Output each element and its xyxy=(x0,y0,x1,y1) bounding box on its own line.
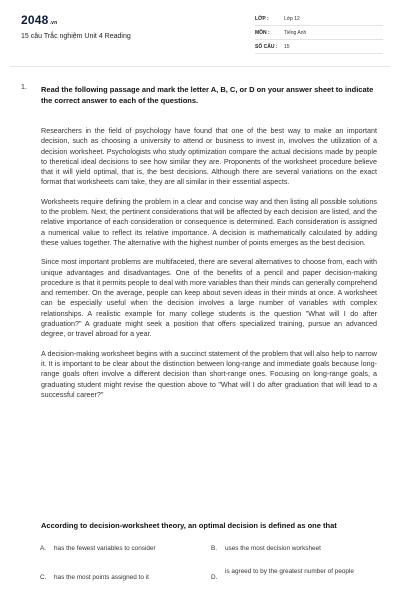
header-divider xyxy=(10,66,390,67)
passage-paragraph: A decision-making worksheet begins with a succinct statement of the problem that will also help to narrow it. It is important to be clear about the distinction between long-range and immediate goals because long-range goals often involve a different decision than short-range ones. Focusing on long-range goals, a graduating student might revise the question above to "What will I do after graduation that will lead to a successful career?" xyxy=(41,348,377,399)
option-text: uses the most decision worksheet xyxy=(225,545,321,552)
meta-row-class xyxy=(255,12,383,26)
question-instruction: Read the following passage and mark the letter A, B, C, or D on your answer sheet to indicate the correct answer to each of the questions. xyxy=(41,85,374,105)
reading-passage xyxy=(41,126,377,409)
document-meta xyxy=(255,12,383,54)
option-text: has the most points assigned to it xyxy=(54,574,149,581)
meta-value: Lớp 12 xyxy=(284,15,300,22)
meta-label: LỚP : xyxy=(255,15,269,22)
page-header xyxy=(0,0,400,66)
meta-row-subject xyxy=(255,26,383,40)
option-a[interactable] xyxy=(40,544,204,553)
question-stem: According to decision-worksheet theory, an optimal decision is defined as one that xyxy=(41,521,337,530)
logo-suffix: .vn xyxy=(49,20,58,26)
option-letter: A. xyxy=(40,545,47,552)
question-number: 1. xyxy=(21,84,27,91)
meta-value: Tiếng Anh xyxy=(284,29,307,36)
site-logo[interactable] xyxy=(21,13,57,27)
option-b[interactable] xyxy=(211,544,375,553)
answer-options xyxy=(40,544,380,594)
meta-row-count xyxy=(255,40,383,54)
option-letter: D. xyxy=(211,574,218,581)
meta-value: 15 xyxy=(284,43,290,50)
option-letter: C. xyxy=(40,574,47,581)
passage-paragraph: Worksheets require defining the problem in a clear and concise way and then listing all possible solutions to the problem. Next, the pertinent considerations that will be affected by each decision are listed, and the relative importance of each consideration or consequence is determined. Each consideration is assigned a numerical value to reflect its relative importance. A decision is mathematically calculated by adding these values together. The alternative with the highest number of points emerges as the best decision. xyxy=(41,196,377,247)
option-letter: B. xyxy=(211,545,218,552)
logo-text: 2048 xyxy=(21,13,49,27)
option-c[interactable] xyxy=(40,573,204,582)
passage-paragraph: Researchers in the field of psychology have found that one of the best way to make an important decision, such as choosing a university to attend or business to invest in, involves the utilization of a decision worksheet. Psychologists who study optimization compare the actual decisions made by people to theretical ideal decisions to see how similar they are. Proponents of the worksheet procedure believe that it will yield optimal, that is, the best decisions. Although there are several variations on the exact format that worksheets cam take, they are all similar in their essential aspects. xyxy=(41,126,377,187)
option-text: has the fewest variables to consider xyxy=(54,545,156,552)
passage-paragraph: Since most important problems are multifaceted, there are several alternatives to choose from, each with unique advantages and disadvantages. One of the benefits of a pencil and paper decision-making procedure is that it permits people to deal with more variables than their minds can generally comprehend and remember. On the average, people can keep about seven ideas in their minds at once. A worksheet can be especially useful when the decision involves a large number of variables with complex relationships. A realistic example for many college students is the question "What will I do after graduation?" A graduate might seek a position that offers specialized training, pursue an advanced degree, or travel abroad for a year. xyxy=(41,257,377,339)
document-title: 15 câu Trắc nghiệm Unit 4 Reading xyxy=(21,33,131,40)
option-d[interactable] xyxy=(211,567,375,582)
meta-label: SỐ CÂU : xyxy=(255,43,278,50)
option-text: is agreed to by the greatest number of people xyxy=(225,568,354,575)
meta-label: MÔN : xyxy=(255,29,270,36)
